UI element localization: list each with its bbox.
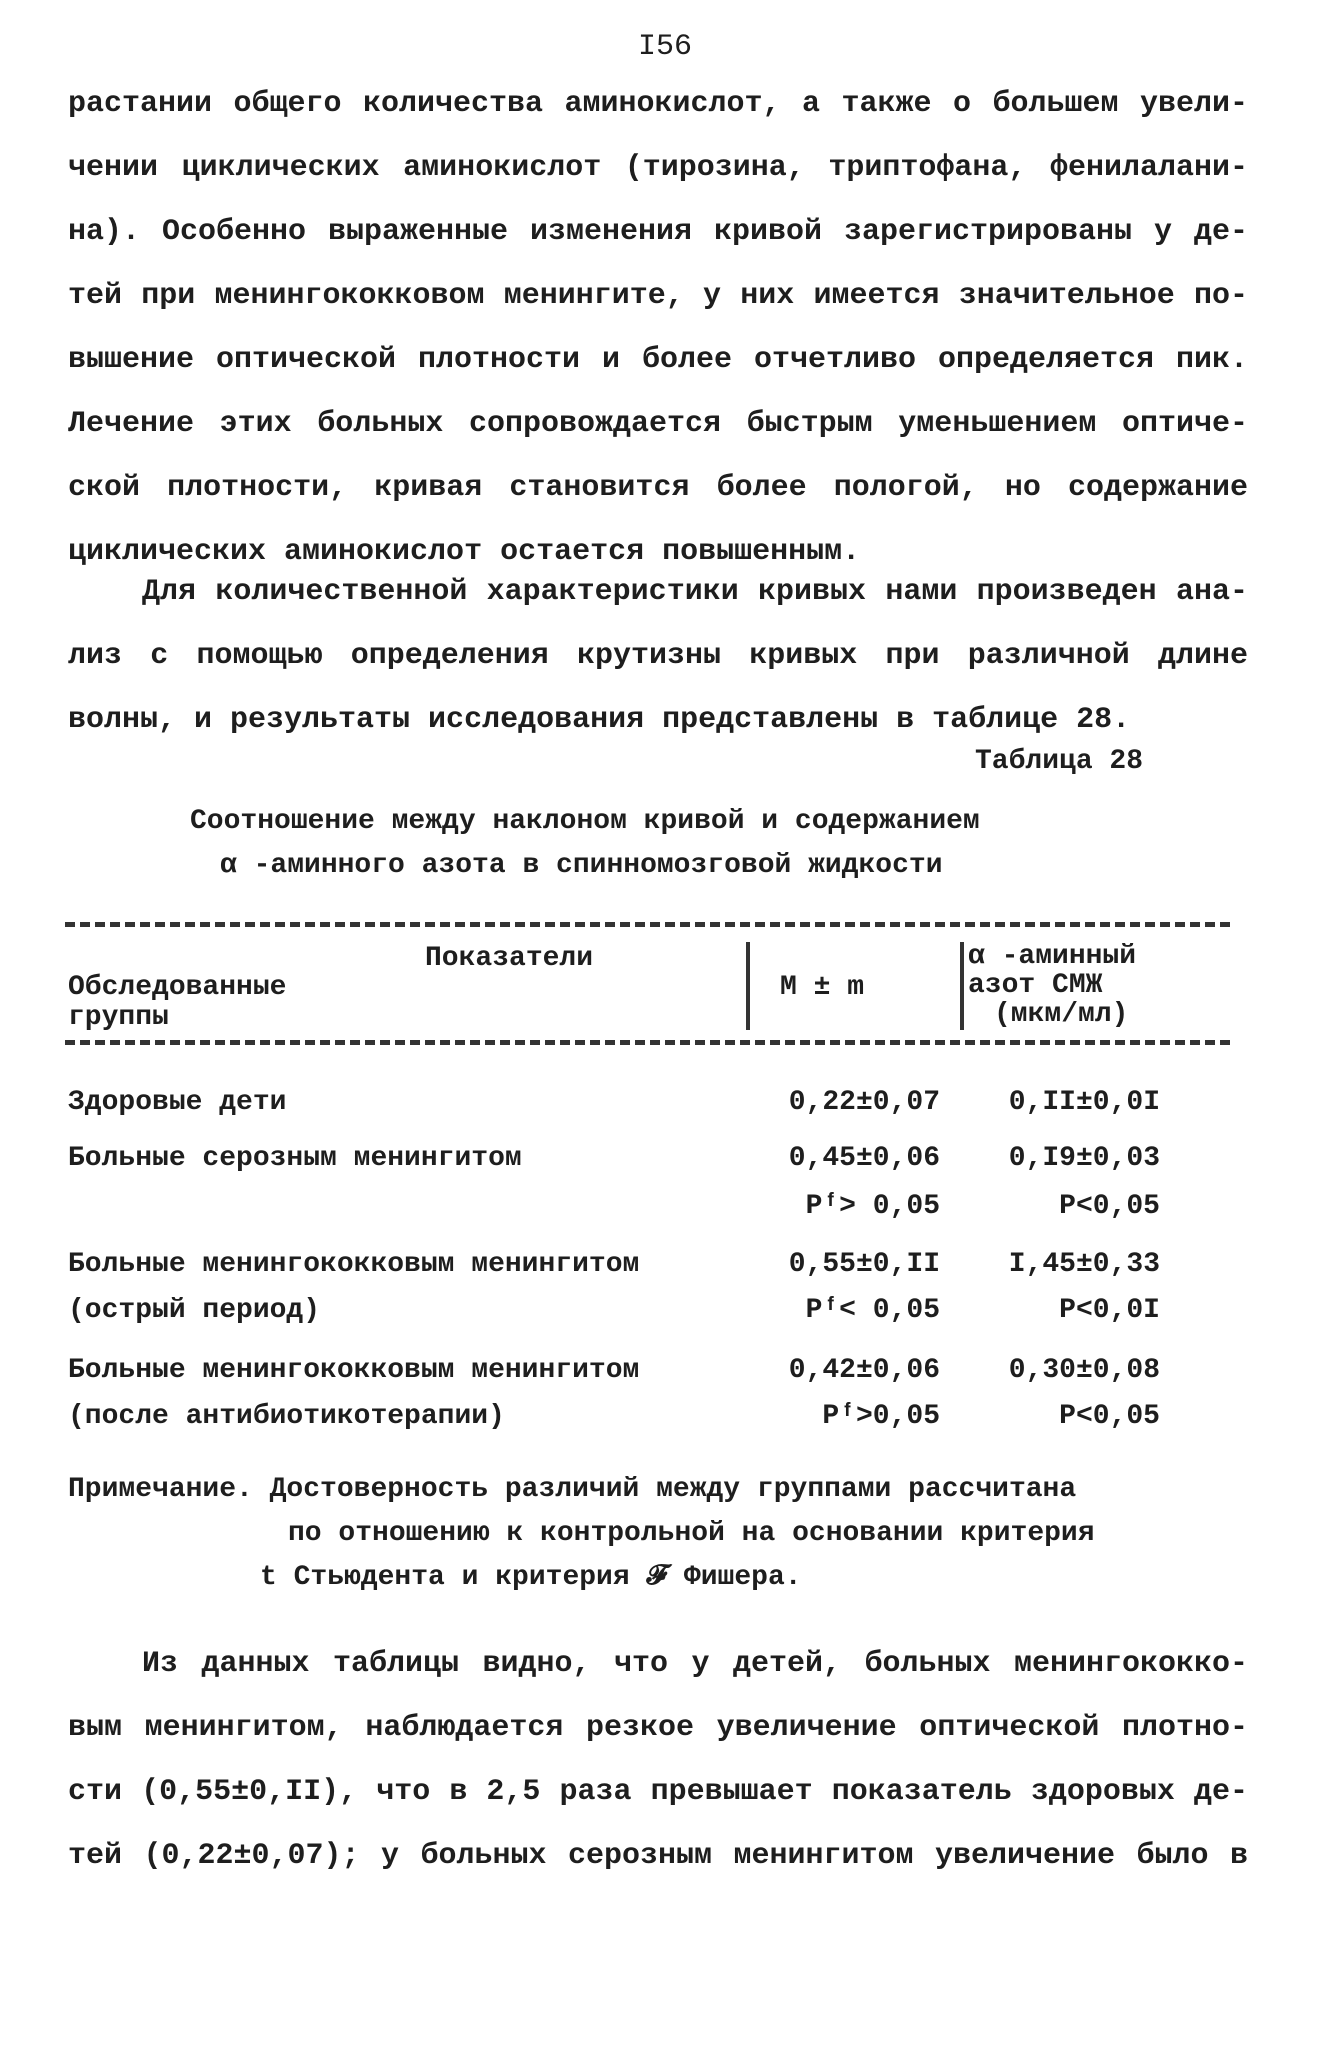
paragraph-line: тей (0,22±0,07); у больных серозным менингитом увеличение было в xyxy=(68,1839,1248,1873)
table-caption xyxy=(190,800,1070,888)
column-divider xyxy=(960,942,964,1030)
table-cell-m: 0,45±0,06 xyxy=(788,1143,940,1174)
table-cell-amino: 0,II±0,0I xyxy=(1008,1087,1160,1118)
paragraph-line: вым менингитом, наблюдается резкое увеличение оптической плотно- xyxy=(68,1711,1248,1745)
table-row-label: Больные менингококковым менингитом xyxy=(68,1249,640,1280)
caption-line: α -аминного азота в спинномозговой жидкости xyxy=(220,850,943,881)
paragraph-line: Лечение этих больных сопровождается быстрым уменьшением оптиче- xyxy=(68,407,1248,441)
paragraph-line: растании общего количества аминокислот, а также о большем увели- xyxy=(68,87,1248,121)
table-header-rule xyxy=(65,1040,1230,1045)
header-m-col: M ± m xyxy=(780,972,865,1003)
note-line: t Стьюдента и критерия 𝓕 Фишера. xyxy=(260,1562,802,1593)
table-cell-amino: 0,30±0,08 xyxy=(1008,1355,1160,1386)
table-cell-m: 0,55±0,II xyxy=(788,1249,940,1280)
table-row-label: Здоровые дети xyxy=(68,1087,287,1118)
table-cell-amino: I,45±0,33 xyxy=(1008,1249,1160,1280)
table-row-sublabel: (острый период) xyxy=(68,1295,321,1326)
paragraph-line: на). Особенно выраженные изменения кривой зарегистрированы у де- xyxy=(68,215,1248,249)
header-indicators: Показатели xyxy=(425,943,594,974)
paragraph-line: волны, и результаты исследования представлены в таблице 28. xyxy=(68,703,1131,737)
note-line: Примечание. Достоверность различий между группами рассчитана xyxy=(68,1474,1077,1505)
column-divider xyxy=(746,942,750,1030)
table-cell-m: 0,22±0,07 xyxy=(788,1087,940,1118)
note-line: по отношению к контрольной на основании критерия xyxy=(288,1518,1095,1549)
table-cell-amino-p: P<0,05 xyxy=(1059,1191,1160,1222)
table-cell-amino-p: P<0,05 xyxy=(1059,1401,1160,1432)
paragraph-1 xyxy=(68,72,1248,584)
caption-line: Соотношение между наклоном кривой и содержанием xyxy=(190,806,980,837)
table-cell-m-p: Pᶠ> 0,05 xyxy=(805,1191,940,1222)
header-amino-col: α -аминный азот СМЖ (мкм/мл) xyxy=(968,941,1137,1030)
paragraph-line: вышение оптической плотности и более отчетливо определяется пик. xyxy=(68,343,1248,377)
table-row-label: Больные серозным менингитом xyxy=(68,1143,522,1174)
page-number: I56 xyxy=(637,30,692,64)
table-top-rule xyxy=(65,922,1230,927)
paragraph-line: сти (0,55±0,II), что в 2,5 раза превышает показатель здоровых де- xyxy=(68,1775,1248,1809)
table-label: Таблица 28 xyxy=(975,746,1144,777)
paragraph-line: лиз с помощью определения крутизны кривых при различной длине xyxy=(68,639,1248,673)
table-cell-m: 0,42±0,06 xyxy=(788,1355,940,1386)
table-cell-m-p: Pᶠ>0,05 xyxy=(822,1401,940,1432)
header-groups: Обследованные группы xyxy=(68,972,287,1033)
table-row-sublabel: (после антибиотикотерапии) xyxy=(68,1401,505,1432)
paragraph-line: ской плотности, кривая становится более пологой, но содержание xyxy=(68,471,1248,505)
paragraph-line: циклических аминокислот остается повышенным. xyxy=(68,535,861,569)
paragraph-3 xyxy=(68,1632,1248,1888)
table-note xyxy=(68,1468,1248,1600)
paragraph-2 xyxy=(68,560,1248,752)
paragraph-line: чении циклических аминокислот (тирозина, триптофана, фенилалани- xyxy=(68,151,1248,185)
paragraph-line: Для количественной характеристики кривых нами произведен ана- xyxy=(142,575,1248,609)
table-cell-m-p: Pᶠ< 0,05 xyxy=(805,1295,940,1326)
table-cell-amino: 0,I9±0,03 xyxy=(1008,1143,1160,1174)
table-cell-amino-p: P<0,0I xyxy=(1059,1295,1160,1326)
table-row-label: Больные менингококковым менингитом xyxy=(68,1355,640,1386)
paragraph-line: тей при менингококковом менингите, у них имеется значительное по- xyxy=(68,279,1248,313)
paragraph-line: Из данных таблицы видно, что у детей, больных менингококко- xyxy=(142,1647,1248,1681)
